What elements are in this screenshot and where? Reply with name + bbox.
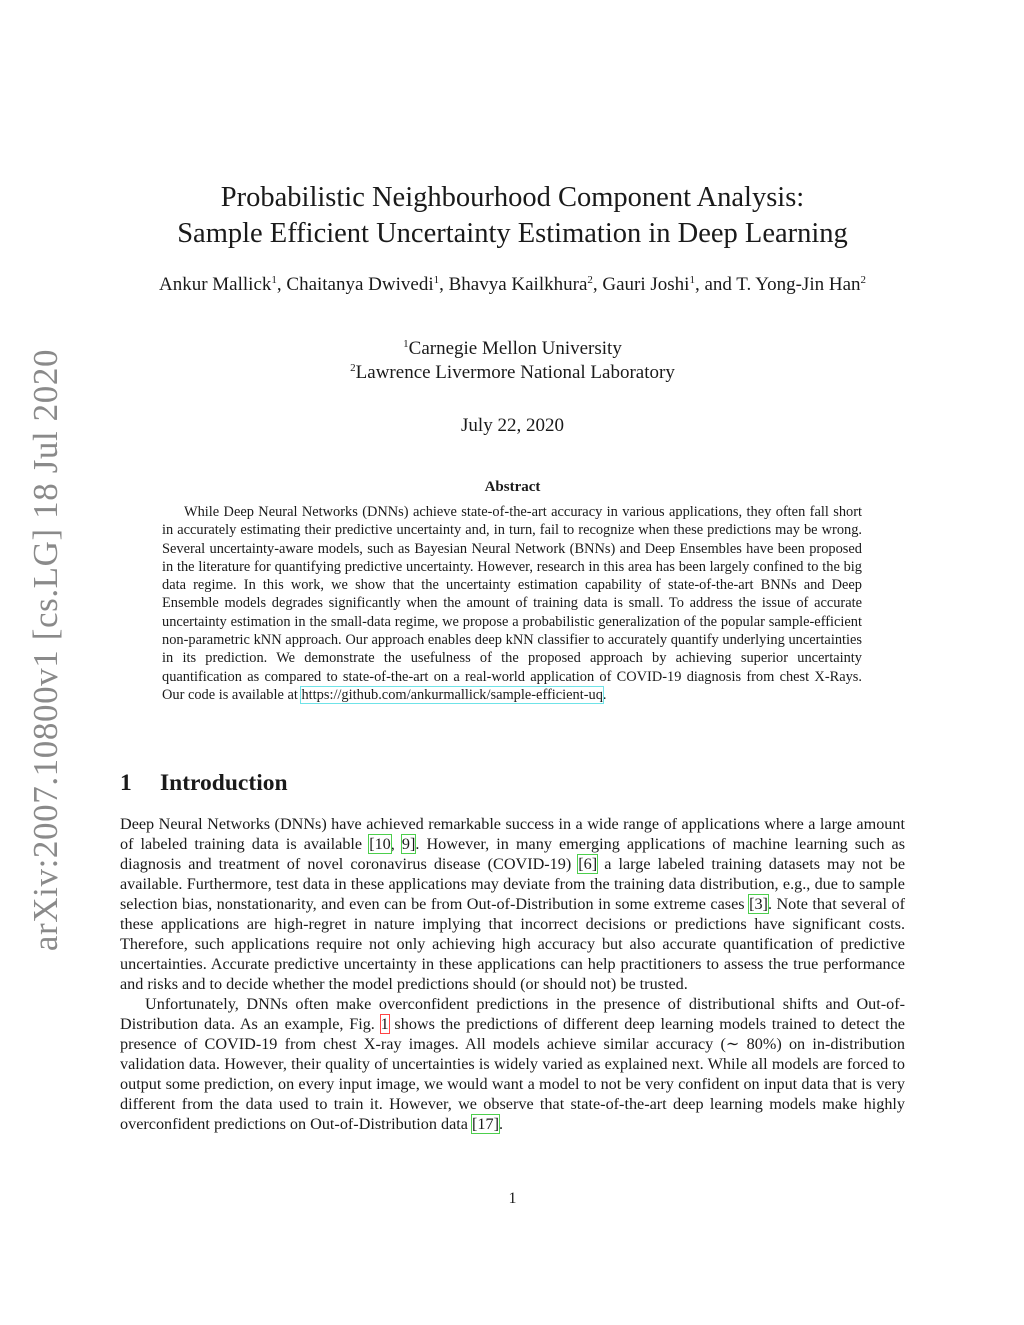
intro-paragraph-2 (120, 994, 905, 1134)
abstract-body-text: While Deep Neural Networks (DNNs) achieve state-of-the-art accuracy in various applications, they often fall short in accurately estimating their predictive uncertainty and, in turn, fail to recognize when these predictions may be wrong. Several uncertainty-aware models, such as Bayesian Neural Network (BNNs) and Deep Ensembles have been proposed in the literature for quantifying predictive uncertainty. However, research in this area has been largely confined to the big data regime. In this work, we show that the uncertainty estimation capability of state-of-the-art BNNs and Deep Ensemble models degrades significantly when the amount of training data is small. To address the issue of accurate uncertainty estimation in the small-data regime, we propose a probabilistic generalization of the popular sample-efficient non-parametric kNN approach. Our approach enables deep kNN classifier to accurately quantify underlying uncertainties in its prediction. We demonstrate the usefulness of the proposed approach by achieving superior uncertainty quantification as compared to state-of-the-art on a real-world application of COVID-19 diagnosis from chest X-Rays. Our code is available at (162, 504, 862, 703)
citation-link[interactable]: [6] (578, 855, 598, 873)
author-affil-mark: 2 (587, 274, 593, 286)
author-affil-mark: 1 (689, 274, 695, 286)
citation-link[interactable]: [10 (369, 835, 391, 853)
author-name: Chaitanya Dwivedi (286, 274, 434, 295)
citation-link[interactable]: [17] (472, 1115, 499, 1133)
title-line-1: Probabilistic Neighbourhood Component Analysis: (220, 182, 805, 213)
text: . (498, 1115, 504, 1133)
affiliation-list (120, 337, 905, 385)
page-number: 1 (508, 1190, 517, 1207)
affiliation (120, 361, 905, 385)
affil-name: Lawrence Livermore National Laboratory (355, 362, 675, 383)
author-affil-mark: 1 (271, 274, 277, 286)
section-title: Introduction (160, 770, 288, 796)
author-affil-mark: 1 (433, 274, 440, 286)
citation-link[interactable]: 9] (401, 835, 416, 853)
section-heading (120, 770, 288, 797)
affil-number: 2 (350, 362, 356, 374)
paper-title (120, 180, 905, 252)
author-name: T. Yong-Jin Han (736, 274, 861, 295)
text: Deep Neural Networks (DNNs) have achieved remarkable success in a wide range of applications where a large amount of labeled training data is available (120, 815, 905, 853)
affil-number: 1 (403, 338, 409, 350)
citation-link[interactable]: [3] (749, 895, 768, 913)
text: shows the predictions of different deep learning models trained to detect the presence of COVID-19 from chest X-ray images. All models achieve similar accuracy (∼ 80%) on in-distribution validation data. However, their quality of uncertainties is widely varied as explained next. While all models are forced to output some prediction, on every input image, we would want a model to not be very confident on input data that is very different from the data used to train it. However, we observe that state-of-the-art deep learning models make highly overconfident predictions on Out-of-Distribution data (120, 1015, 905, 1133)
section-number: 1 (120, 770, 132, 796)
text: , (390, 835, 402, 853)
text: . Note that several of these applications are high-regret in nature implying that incorrect decisions or predictions have significant costs. Therefore, such applications require not only achieving high accuracy but also accurate quantification of predictive uncertainties. Accurate predictive uncertainty in these applications can help practitioners to assess the true performance and risks and to decide whether the model predictions should (or should not) be trusted. (120, 895, 905, 993)
title-line-2: Sample Efficient Uncertainty Estimation in Deep Learning (177, 218, 848, 249)
affiliation (120, 337, 905, 361)
affil-name: Carnegie Mellon University (408, 338, 622, 359)
text: Unfortunately, DNNs often make overconfident predictions in the presence of distributional shifts and Out-of-Distribution data. As an example, Fig. (120, 995, 905, 1033)
abstract-end: . (602, 686, 607, 703)
author-name: Ankur Mallick (158, 274, 272, 295)
code-repository-link[interactable]: https://github.com/ankurmallick/sample-efficient-uq (301, 686, 603, 703)
introduction-body (120, 814, 905, 1134)
author-list: Ankur Mallick$^1$, Chaitanya Dwivedi$^1$, Bhavya Kailkhura$^2$, Gauri Joshi$^1$, and T. Yong-Jin Han$^2$ (158, 274, 867, 295)
text: . However, in many emerging applications of machine learning such as diagnosis and treatment of novel coronavirus disease (COVID-19) (120, 835, 906, 873)
text: a large labeled training datasets may not be available. Furthermore, test data in these applications may deviate from the training data distribution, e.g., due to sample selection bias, nonstationarity, and even can be from Out-of-Distribution in some extreme cases (120, 855, 905, 913)
arxiv-identifier: arXiv:2007.10800v1 [cs.LG] 18 Jul 2020 (26, 348, 65, 952)
abstract-text (162, 503, 862, 704)
abstract-heading: Abstract (484, 479, 541, 495)
author-name: Gauri Joshi (602, 274, 690, 295)
figure-reference-link[interactable]: 1 (380, 1015, 389, 1033)
paper-date: July 22, 2020 (461, 415, 564, 436)
intro-paragraph-1 (120, 814, 905, 994)
author-name: Bhavya Kailkhura (448, 274, 588, 295)
author-affil-mark: 2 (860, 274, 867, 286)
